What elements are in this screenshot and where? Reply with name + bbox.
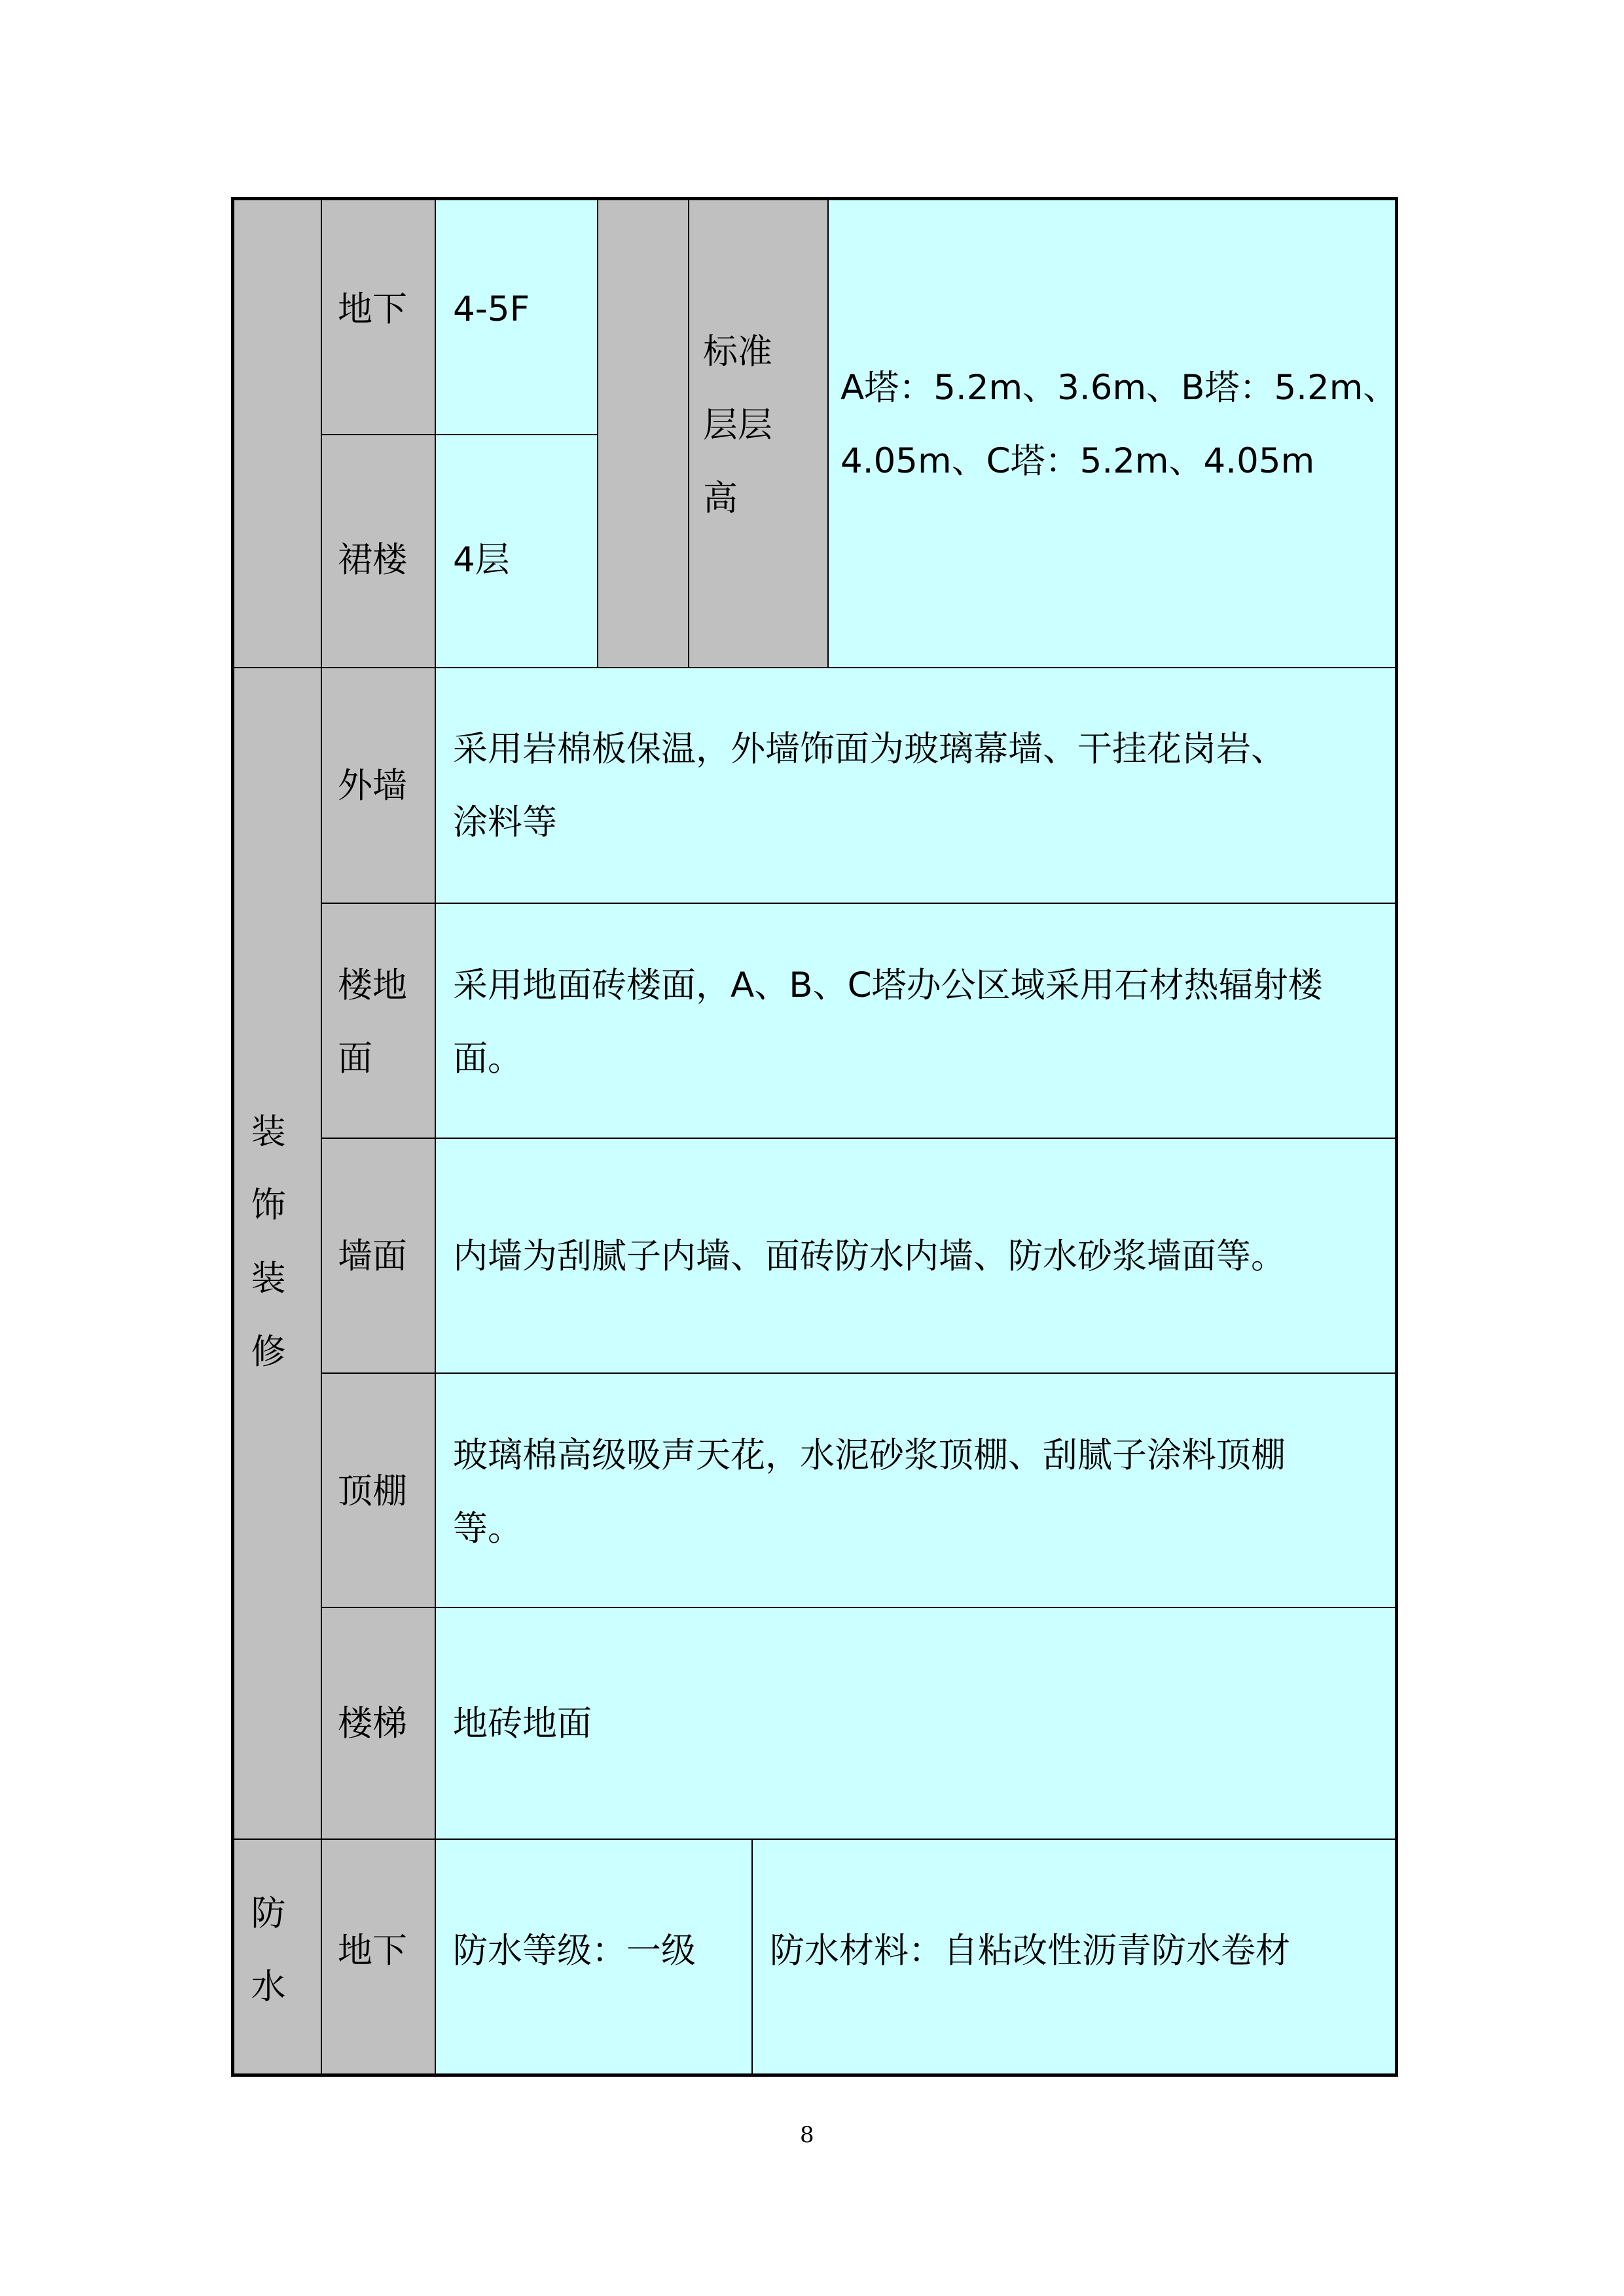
blank-gray-cell bbox=[597, 198, 689, 668]
decoration-value-cell-stairs bbox=[435, 1607, 1397, 1840]
decoration-value-cell-floor bbox=[435, 903, 1397, 1139]
page-number: 8 bbox=[800, 2122, 814, 2148]
decoration-value-interior-wall: 内墙为刮腻子内墙、面砖防水内墙、防水砂浆墙面等。 bbox=[453, 1236, 1286, 1276]
decoration-value-cell-ceiling bbox=[435, 1372, 1397, 1608]
category-cell-height bbox=[232, 198, 322, 668]
underground-label: 地下 bbox=[338, 289, 407, 329]
decoration-label-cell-ceiling bbox=[321, 1372, 436, 1608]
underground-value: 4-5F bbox=[453, 289, 530, 329]
waterproof-label: 地下 bbox=[338, 1931, 407, 1971]
decoration-label-cell-exterior-wall bbox=[321, 667, 436, 904]
decoration-label-cell-interior-wall bbox=[321, 1138, 436, 1374]
decoration-category-label: 装 饰 装 修 bbox=[251, 1112, 286, 1372]
std-floor-value-line-1: A塔：5.2m、3.6m、B塔：5.2m、 bbox=[840, 368, 1398, 408]
decoration-label-interior-wall: 墙面 bbox=[338, 1236, 407, 1276]
decoration-label-floor-line-2: 面 bbox=[338, 1039, 372, 1079]
waterproof-material: 防水材料：自粘改性沥青防水卷材 bbox=[770, 1931, 1290, 1971]
podium-label-cell bbox=[321, 434, 436, 668]
decoration-value-ceiling-line-1: 玻璃棉高级吸声天花，水泥砂浆顶棚、刮腻子涂料顶棚 bbox=[453, 1435, 1286, 1475]
category-cell-waterproof bbox=[232, 1839, 322, 2075]
podium-label: 裙楼 bbox=[338, 540, 407, 580]
decoration-label-cell-floor bbox=[321, 903, 436, 1139]
decoration-value-cell-exterior-wall bbox=[435, 667, 1397, 904]
underground-value-cell bbox=[435, 198, 598, 435]
waterproof-grade: 防水等级：一级 bbox=[453, 1931, 696, 1971]
std-floor-label-line-3: 高 bbox=[703, 478, 738, 518]
std-floor-value-line-2: 4.05m、C塔：5.2m、4.05m bbox=[840, 441, 1315, 481]
decoration-value-floor-line-1: 采用地面砖楼面，A、B、C塔办公区域采用石材热辐射楼 bbox=[453, 965, 1323, 1005]
decoration-value-ceiling-line-2: 等。 bbox=[453, 1509, 522, 1549]
std-floor-label-cell bbox=[688, 198, 829, 668]
category-cell-decoration bbox=[232, 667, 322, 1840]
std-floor-value-cell bbox=[827, 198, 1397, 668]
decoration-value-stairs: 地砖地面 bbox=[453, 1704, 592, 1744]
underground-label-cell bbox=[321, 198, 436, 435]
std-floor-label-line-1: 标准 bbox=[703, 332, 772, 372]
podium-value: 4层 bbox=[453, 540, 510, 580]
podium-value-cell bbox=[435, 434, 598, 668]
waterproof-label-cell bbox=[321, 1839, 436, 2075]
waterproof-grade-cell bbox=[435, 1839, 753, 2075]
decoration-value-floor-line-2: 面。 bbox=[453, 1039, 522, 1079]
decoration-label-floor-line-1: 楼地 bbox=[338, 965, 407, 1005]
decoration-value-cell-interior-wall bbox=[435, 1138, 1397, 1374]
decoration-label-exterior-wall: 外墙 bbox=[338, 766, 407, 806]
decoration-label-stairs: 楼梯 bbox=[338, 1704, 407, 1744]
decoration-label-cell-stairs bbox=[321, 1607, 436, 1840]
decoration-value-exterior-wall-line-1: 采用岩棉板保温，外墙饰面为玻璃幕墙、干挂花岗岩、 bbox=[453, 729, 1286, 769]
decoration-label-ceiling: 顶棚 bbox=[338, 1471, 407, 1511]
std-floor-label-line-2: 层层 bbox=[703, 405, 772, 445]
waterproof-category-label: 防 水 bbox=[251, 1893, 286, 2007]
waterproof-material-cell bbox=[751, 1839, 1397, 2075]
decoration-value-exterior-wall-line-2: 涂料等 bbox=[453, 802, 557, 842]
